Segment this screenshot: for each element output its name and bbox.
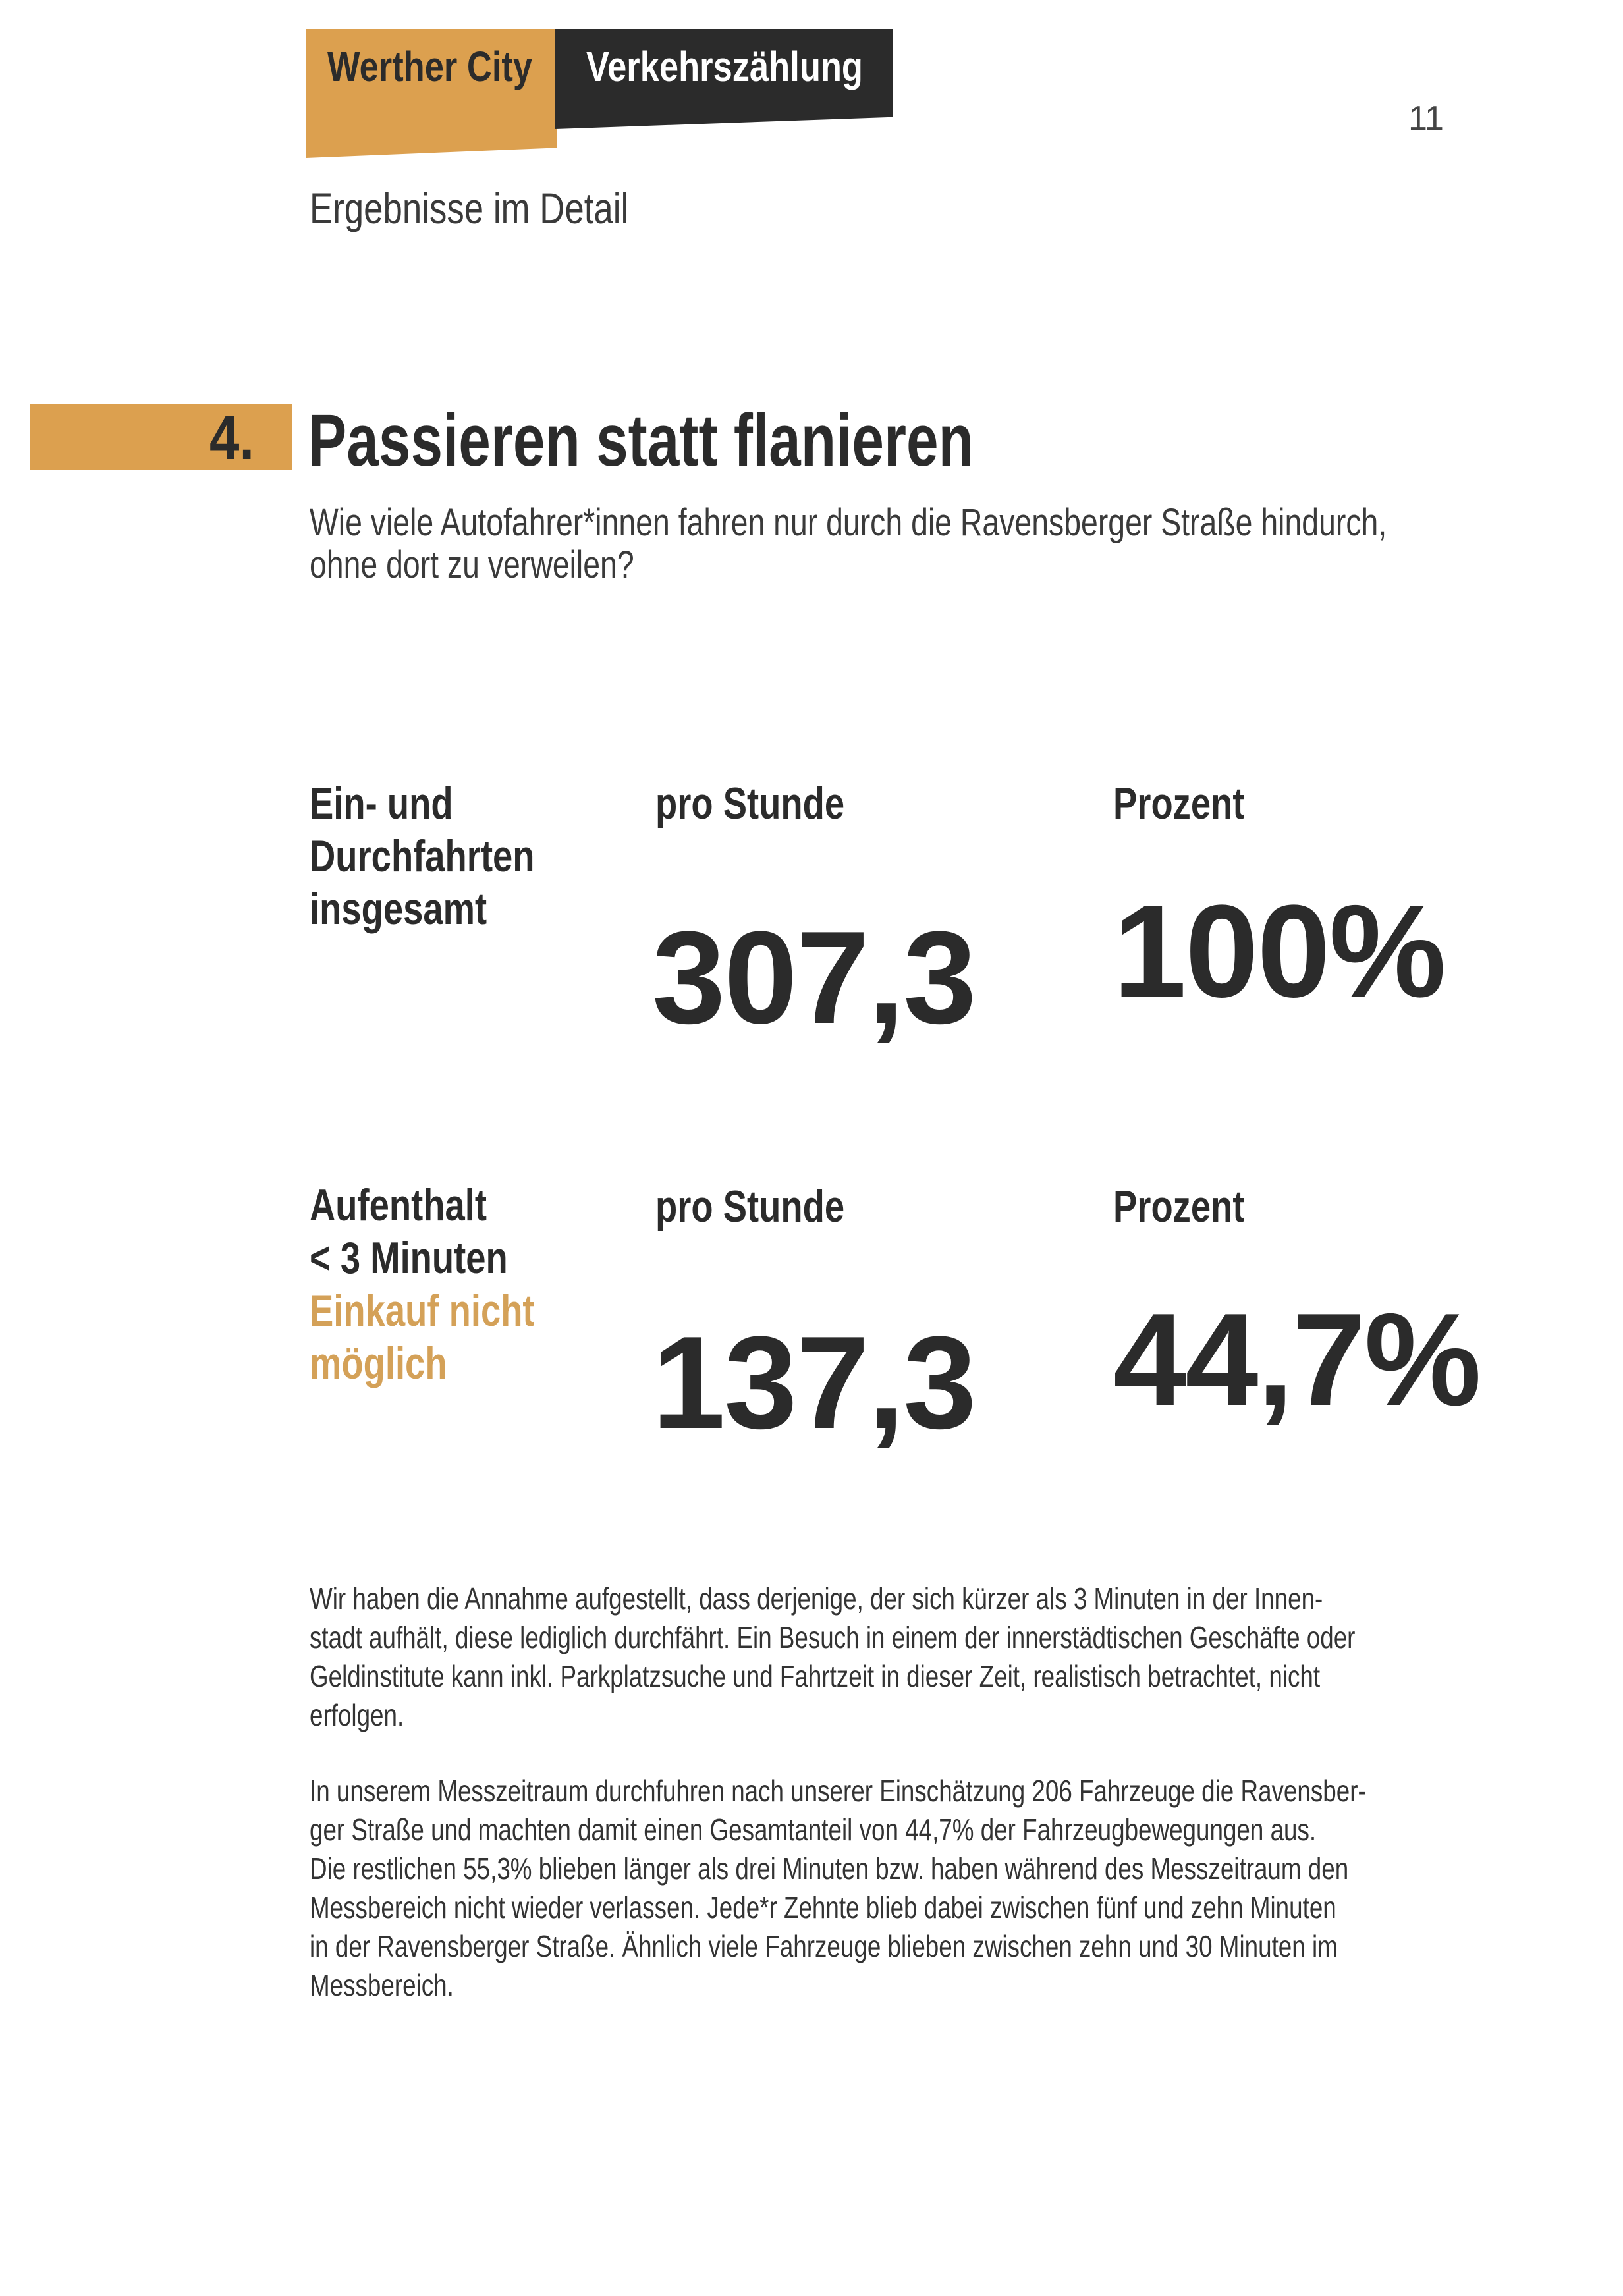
section-question-line: ohne dort zu verweilen? bbox=[310, 543, 634, 586]
paragraph-line: in der Ravensberger Straße. Ähnlich viele Fahrzeuge blieben zwischen zehn und 30 Minuten im bbox=[310, 1929, 1338, 1963]
stat-row1-label bbox=[310, 777, 591, 935]
stat-row2-col1-header: pro Stunde bbox=[655, 1182, 845, 1232]
section-question-line: Wie viele Autofahrer*innen fahren nur durch die Ravensberger Straße hindurch, bbox=[310, 501, 1387, 544]
paragraph-line: erfolgen. bbox=[310, 1698, 404, 1732]
paragraph-line: stadt aufhält, diese lediglich durchfährt. Ein Besuch in einem der innerstädtischen Geschäfte oder bbox=[310, 1620, 1356, 1654]
stat-label-line: Durchfahrten bbox=[310, 831, 535, 881]
body-paragraph-1 bbox=[310, 1579, 1616, 1735]
stat-label-line: Aufenthalt bbox=[310, 1180, 487, 1230]
body-paragraph-2 bbox=[310, 1772, 1623, 2005]
section-title: Passieren statt flanieren bbox=[308, 399, 974, 481]
header-tag-werther-city: Werther City bbox=[327, 43, 533, 90]
page-subtitle: Ergebnisse im Detail bbox=[310, 184, 629, 232]
stat-row2-percent-value: 44,7% bbox=[1113, 1286, 1481, 1433]
stat-label-line: Ein- und bbox=[310, 779, 453, 829]
paragraph-line: In unserem Messzeitraum durchfuhren nach unserer Einschätzung 206 Fahrzeuge die Ravensber- bbox=[310, 1774, 1366, 1808]
stat-label-line-highlight: möglich bbox=[310, 1338, 447, 1388]
stat-row1-col2-header: Prozent bbox=[1113, 779, 1245, 829]
stat-row2-col2-header: Prozent bbox=[1113, 1182, 1245, 1232]
section-number: 4. bbox=[209, 402, 255, 473]
paragraph-line: Messbereich. bbox=[310, 1968, 454, 2002]
paragraph-line: Wir haben die Annahme aufgestellt, dass derjenige, der sich kürzer als 3 Minuten in der Innen- bbox=[310, 1581, 1323, 1616]
stat-label-line-highlight: Einkauf nicht bbox=[310, 1286, 535, 1336]
stat-row2-label bbox=[310, 1179, 591, 1390]
paragraph-line: ger Straße und machten damit einen Gesamtanteil von 44,7% der Fahrzeugbewegungen aus. bbox=[310, 1813, 1317, 1847]
paragraph-line: Messbereich nicht wieder verlassen. Jede*r Zehnte blieb dabei zwischen fünf und zehn Minuten bbox=[310, 1890, 1336, 1925]
stat-label-line: < 3 Minuten bbox=[310, 1233, 508, 1283]
stat-row1-col1-header: pro Stunde bbox=[655, 779, 845, 829]
header-tag-verkehrszaehlung: Verkehrszählung bbox=[586, 43, 863, 90]
stat-row2-per-hour-value: 137,3 bbox=[652, 1309, 976, 1456]
paragraph-line: Geldinstitute kann inkl. Parkplatzsuche und Fahrtzeit in dieser Zeit, realistisch betrachtet, nicht bbox=[310, 1659, 1321, 1693]
stat-row1-percent-value: 100% bbox=[1113, 878, 1445, 1025]
stat-label-line: insgesamt bbox=[310, 884, 487, 934]
stat-row1-per-hour-value: 307,3 bbox=[652, 904, 976, 1051]
page-number: 11 bbox=[1408, 99, 1444, 138]
section-question bbox=[310, 502, 1623, 586]
paragraph-line: Die restlichen 55,3% blieben länger als drei Minuten bzw. haben während des Messzeitraum den bbox=[310, 1851, 1349, 1886]
